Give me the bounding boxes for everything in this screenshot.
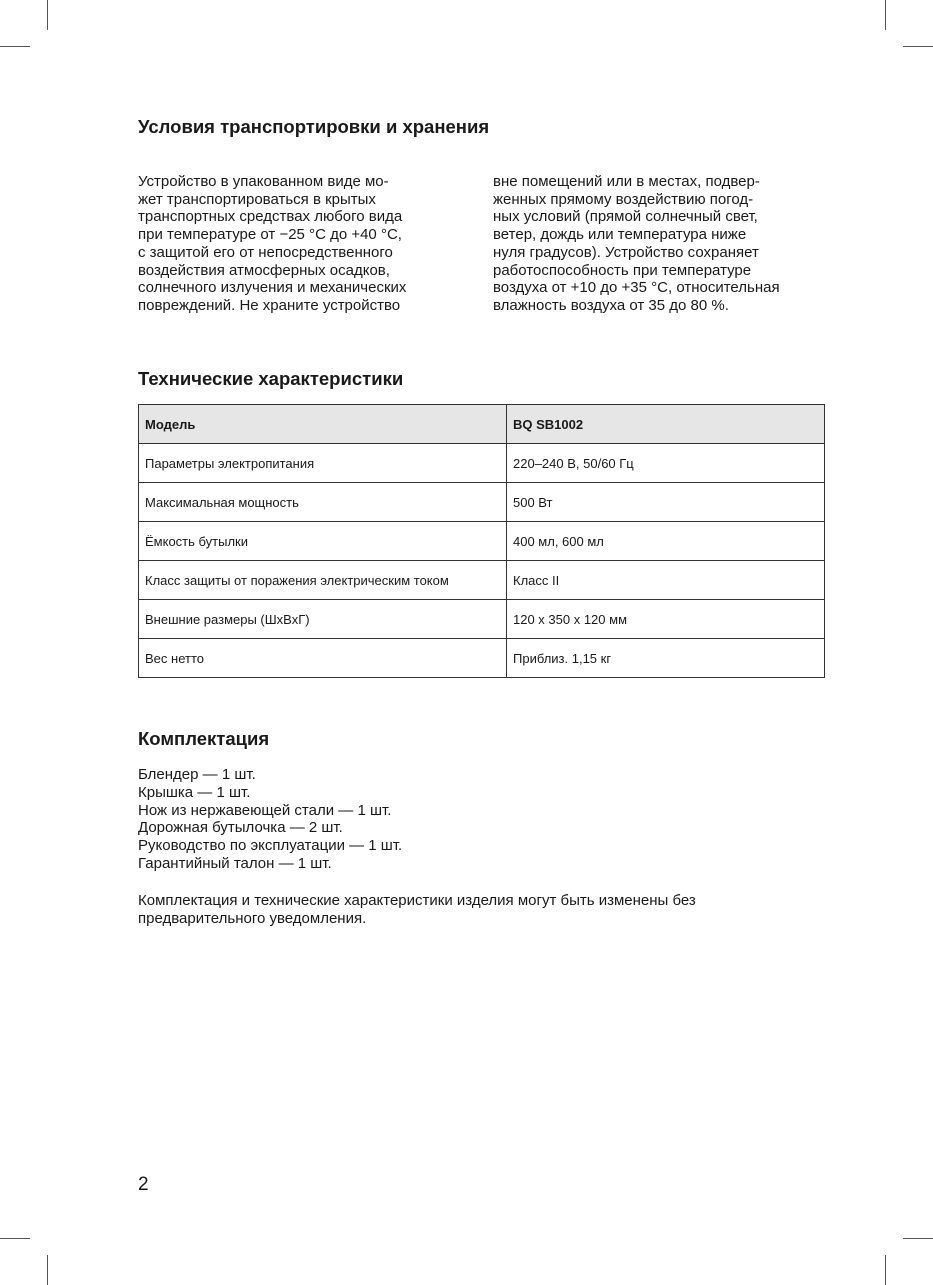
text-line: при температуре от −25 °C до +40 °C, [138, 226, 402, 244]
table-row [139, 444, 825, 483]
table-cell-value: 500 Вт [507, 483, 825, 522]
table-row [139, 561, 825, 600]
text-line: воздуха от +10 до +35 °C, относительная [493, 279, 780, 297]
transport-heading: Условия транспортировки и хранения [138, 116, 490, 137]
table-cell-label: Класс защиты от поражения электрическим током [139, 561, 507, 600]
text-line: воздействия атмосферных осадков, [138, 261, 390, 279]
transport-text-right [493, 173, 780, 315]
crop-mark-top-right [885, 0, 886, 30]
text-line: с защитой его от непосредственного [138, 243, 393, 261]
table-cell-label: Внешние размеры (ШхВхГ) [139, 600, 507, 639]
text-line: влажность воздуха от 35 до 80 %. [493, 296, 729, 314]
crop-mark-bottom-left-h [0, 1238, 30, 1239]
list-item: Гарантийный талон — 1 шт. [138, 854, 332, 872]
table-row [139, 522, 825, 561]
text-line: ветер, дождь или температура ниже [493, 226, 747, 244]
table-cell-label: Вес нетто [139, 639, 507, 678]
crop-mark-bottom-right-h [903, 1238, 933, 1239]
table-cell-label: Максимальная мощность [139, 483, 507, 522]
text-line: Устройство в упакованном виде мо- [138, 173, 389, 190]
table-cell-value: 400 мл, 600 мл [507, 522, 825, 561]
table-row [139, 600, 825, 639]
table-cell-value: Класс II [507, 561, 825, 600]
text-line: предварительного уведомления. [138, 910, 367, 927]
crop-mark-bottom-right [885, 1255, 886, 1285]
table-cell-label: Модель [139, 405, 507, 444]
table-cell-value: 120 x 350 x 120 мм [507, 600, 825, 639]
table-cell-value: 220–240 В, 50/60 Гц [507, 444, 825, 483]
kit-note [138, 892, 696, 928]
crop-mark-top-left [47, 0, 48, 30]
crop-mark-top-left-h [0, 46, 30, 47]
kit-list [138, 766, 402, 873]
list-item: Крышка — 1 шт. [138, 783, 251, 801]
table-row [139, 639, 825, 678]
table-row [139, 483, 825, 522]
kit-heading: Комплектация [138, 728, 270, 749]
text-line: жет транспортироваться в крытых [138, 190, 376, 208]
text-line: повреждений. Не храните устройство [138, 296, 401, 314]
text-line: транспортных средствах любого вида [138, 208, 403, 226]
text-line: солнечного излучения и механических [138, 279, 407, 297]
table-cell-value: BQ SB1002 [507, 405, 825, 444]
list-item: Блендер — 1 шт. [138, 766, 256, 783]
text-line: женных прямому воздействию погод- [493, 190, 754, 208]
specs-table [138, 404, 825, 678]
crop-mark-top-right-h [903, 46, 933, 47]
text-line: работоспособность при температуре [493, 261, 752, 279]
table-cell-label: Ёмкость бутылки [139, 522, 507, 561]
crop-mark-bottom-left [47, 1255, 48, 1285]
list-item: Дорожная бутылочка — 2 шт. [138, 819, 343, 837]
specs-heading: Технические характеристики [138, 368, 404, 389]
transport-text-left [138, 173, 406, 315]
page-number: 2 [138, 1174, 149, 1195]
table-header-row [139, 405, 825, 444]
list-item: Нож из нержавеющей стали — 1 шт. [138, 801, 392, 819]
table-cell-value: Приблиз. 1,15 кг [507, 639, 825, 678]
table-cell-label: Параметры электропитания [139, 444, 507, 483]
list-item: Руководство по эксплуатации — 1 шт. [138, 837, 403, 855]
text-line: Комплектация и технические характеристики изделия могут быть изменены без [138, 892, 696, 909]
text-line: ных условий (прямой солнечный свет, [493, 208, 758, 226]
text-line: нуля градусов). Устройство сохраняет [493, 243, 759, 261]
text-line: вне помещений или в местах, подвер- [493, 173, 760, 190]
